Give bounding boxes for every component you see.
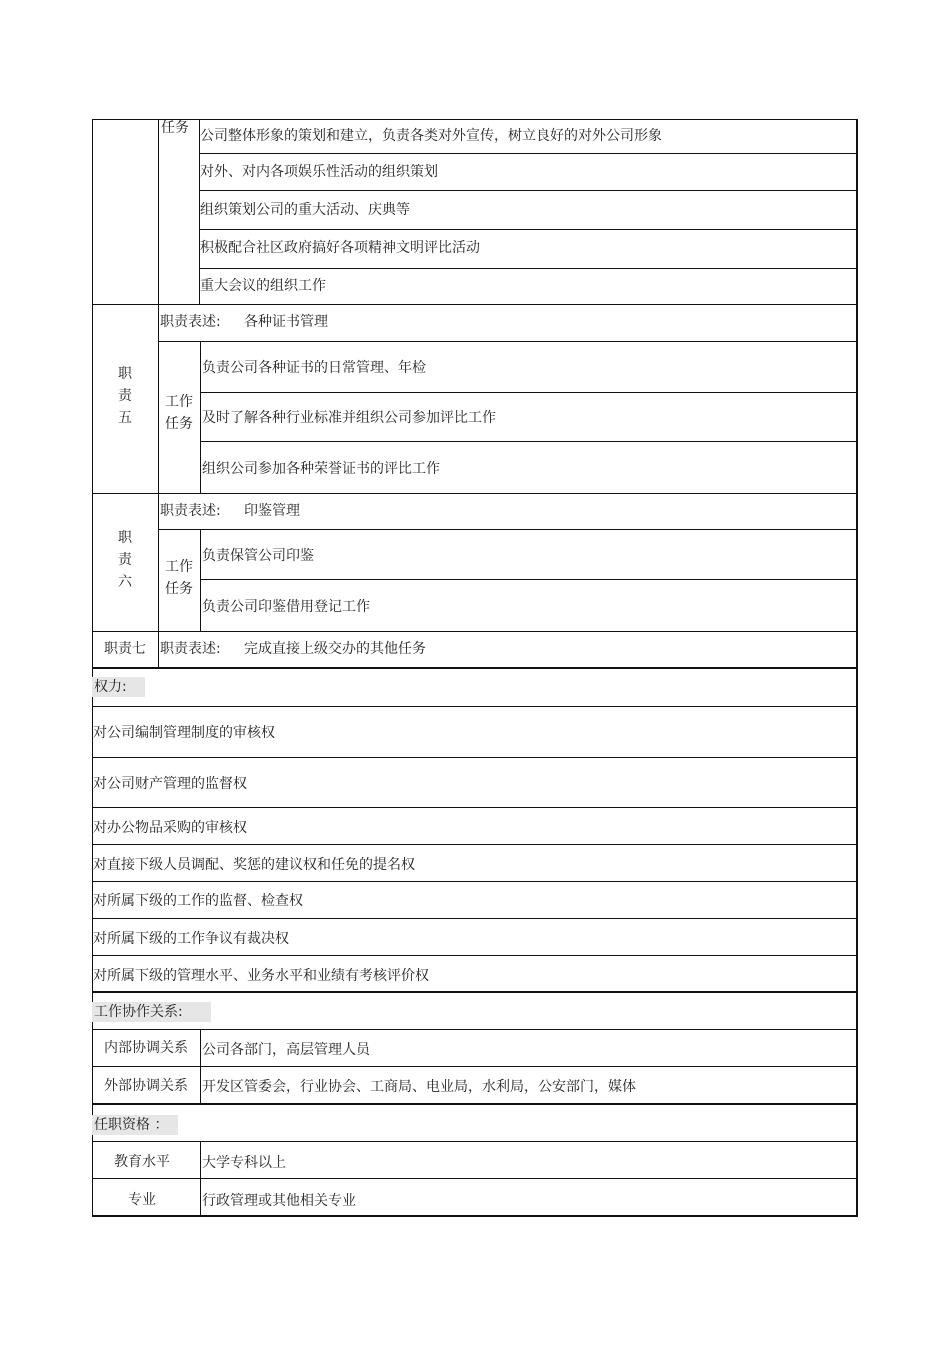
table-border-bottom — [92, 1215, 858, 1217]
coop-value-external: 开发区管委会，行业协会、工商局、电业局，水利局，公安部门，媒体 — [202, 1079, 636, 1095]
duty5-label: 职 责 五 — [118, 366, 132, 426]
divider — [92, 991, 858, 993]
task-item: 积极配合社区政府搞好各项精神文明评比活动 — [200, 240, 480, 256]
divider — [92, 757, 858, 758]
divider — [199, 229, 857, 230]
task-item: 及时了解各种行业标准并组织公司参加评比工作 — [202, 410, 496, 426]
duty5-desc-prefix: 职责表述: — [160, 314, 221, 330]
divider — [199, 153, 857, 154]
task-item: 组织公司参加各种荣誉证书的评比工作 — [202, 461, 440, 477]
divider — [92, 1029, 858, 1030]
authority-item: 对所属下级的工作的监督、检查权 — [93, 893, 303, 909]
duty5-task-label: 工作 任务 — [165, 394, 193, 432]
divider — [200, 529, 201, 631]
authority-item: 对所属下级的管理水平、业务水平和业绩有考核评价权 — [93, 968, 429, 984]
coop-label-internal: 内部协调关系 — [104, 1040, 188, 1056]
divider — [92, 1103, 858, 1105]
task-item: 重大会议的组织工作 — [200, 278, 326, 294]
divider — [92, 667, 858, 669]
divider — [92, 631, 858, 632]
authority-title: 权力: — [92, 677, 145, 697]
divider — [92, 844, 858, 845]
authority-item: 对所属下级的工作争议有裁决权 — [93, 931, 289, 947]
cooperation-title: 工作协作关系: — [92, 1002, 211, 1022]
divider — [158, 529, 857, 530]
task-item: 负责保管公司印鉴 — [202, 548, 314, 564]
divider — [92, 706, 858, 707]
authority-item: 对公司编制管理制度的审核权 — [93, 725, 275, 741]
task-item: 对外、对内各项娱乐性活动的组织策划 — [200, 164, 438, 180]
task-item: 组织策划公司的重大活动、庆典等 — [200, 202, 410, 218]
duty6-label: 职 责 六 — [118, 530, 132, 590]
qual-value-education: 大学专科以上 — [202, 1155, 286, 1171]
task-label: 任务 — [161, 120, 189, 136]
divider — [158, 631, 159, 668]
duty7-label: 职责七 — [104, 641, 146, 657]
divider — [200, 579, 857, 580]
divider — [92, 304, 858, 305]
qual-value-major: 行政管理或其他相关专业 — [202, 1193, 356, 1209]
task-item: 负责公司印鉴借用登记工作 — [202, 599, 370, 615]
divider — [92, 1141, 858, 1142]
coop-label-external: 外部协调关系 — [104, 1078, 188, 1094]
authority-item: 对公司财产管理的监督权 — [93, 776, 247, 792]
divider — [158, 341, 857, 342]
duty7-desc: 完成直接上级交办的其他任务 — [244, 641, 426, 657]
divider — [92, 1178, 858, 1179]
divider — [200, 341, 201, 493]
coop-value-internal: 公司各部门，高层管理人员 — [202, 1042, 370, 1058]
divider — [92, 918, 858, 919]
divider — [199, 268, 857, 269]
qual-label-education: 教育水平 — [114, 1154, 170, 1170]
divider — [92, 807, 858, 808]
divider — [200, 441, 857, 442]
divider — [92, 493, 858, 494]
table-border-top — [92, 119, 858, 120]
duty6-desc: 印鉴管理 — [244, 503, 300, 519]
divider — [92, 955, 858, 956]
authority-item: 对办公物品采购的审核权 — [93, 820, 247, 836]
authority-item: 对直接下级人员调配、奖惩的建议权和任免的提名权 — [93, 857, 415, 873]
duty6-desc-prefix: 职责表述: — [160, 503, 221, 519]
duty7-desc-prefix: 职责表述: — [160, 641, 221, 657]
divider — [92, 1066, 858, 1067]
task-item: 公司整体形象的策划和建立，负责各类对外宣传，树立良好的对外公司形象 — [200, 128, 662, 144]
divider — [92, 881, 858, 882]
qualification-title: 任职资格 ： — [92, 1115, 178, 1135]
divider — [158, 119, 159, 304]
task-item: 负责公司各种证书的日常管理、年检 — [202, 360, 426, 376]
divider — [199, 190, 857, 191]
qual-label-major: 专业 — [128, 1192, 156, 1208]
duty6-task-label: 工作 任务 — [165, 559, 193, 597]
divider — [200, 392, 857, 393]
duty5-desc: 各种证书管理 — [244, 314, 328, 330]
